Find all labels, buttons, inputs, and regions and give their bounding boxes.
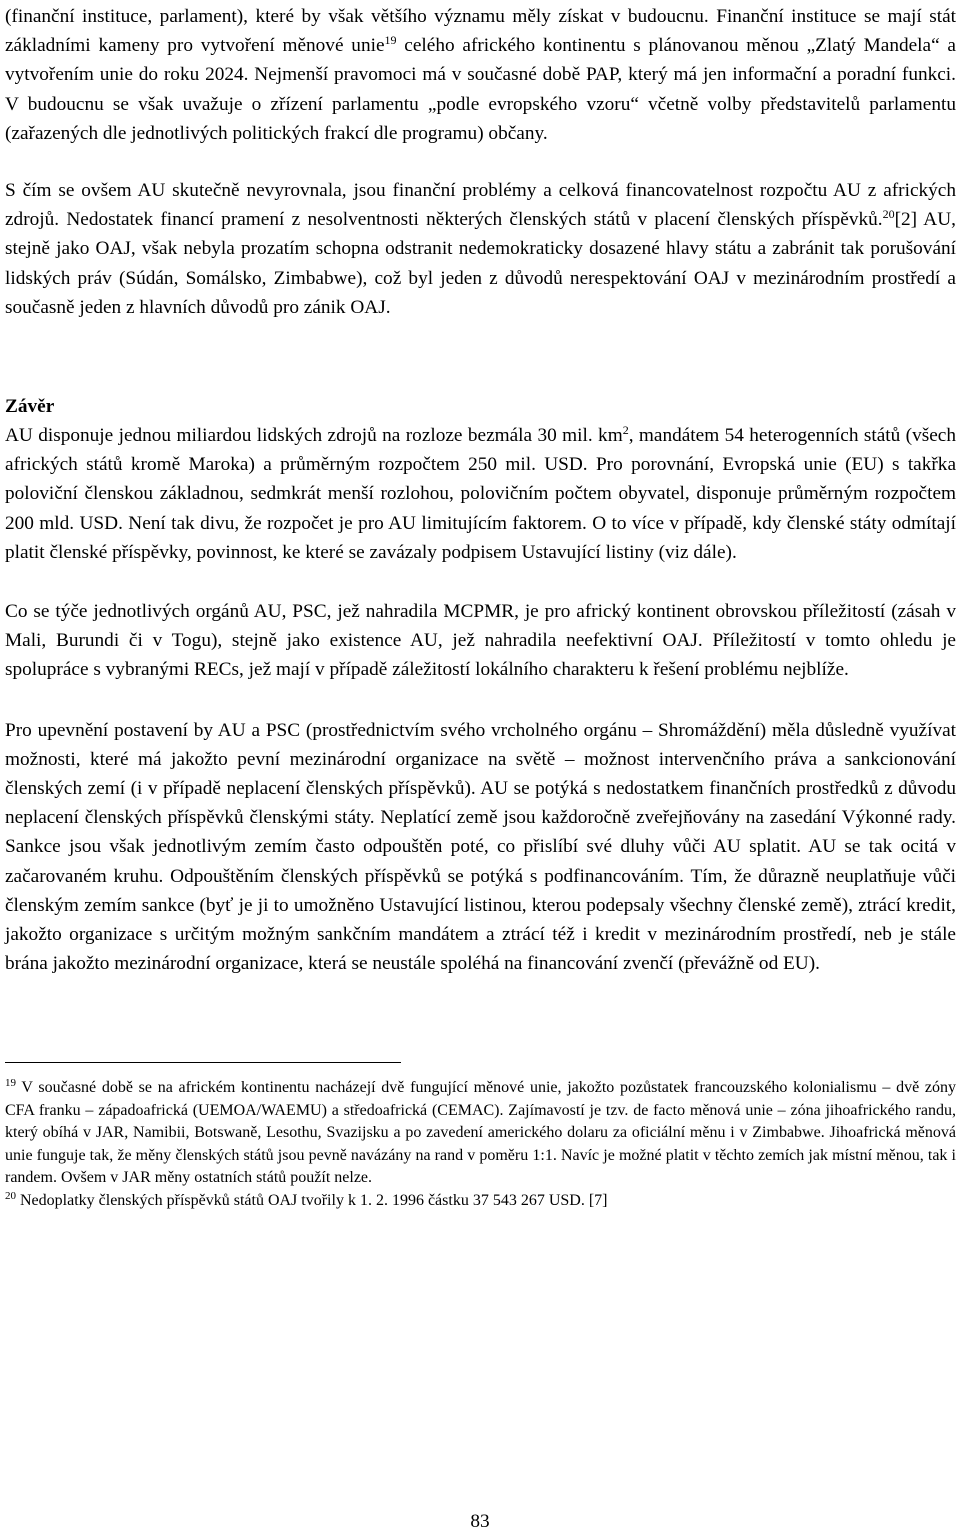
paragraph-institutions: [5, 2, 956, 148]
footnote-number: 19: [5, 1077, 16, 1090]
footnote-number: 20: [5, 1189, 16, 1202]
paragraph-text: [2] AU, stejně jako OAJ, však nebyla prozatím schopna odstranit nedemokraticky dosazené hlavy státu a zabránit tak porušování lidských práv (Súdán, Somálsko, Zimbabwe), což byl jeden z důvodů nerespektování OAJ v mezinárodním prostředí a současně jeden z hlavních důvodů pro zánik OAJ.: [5, 209, 956, 318]
paragraph-conclusion-budget: [5, 421, 956, 567]
footnote-ref-20[interactable]: 20: [882, 207, 895, 222]
footnote-text: V současné době se na africkém kontinentu nacházejí dvě fungující měnové unie, jakožto pozůstatek francouzského kolonialismu – dvě zóny CFA franku – západoafrická (UEMOA/WAEMU) a středoafrická (CEMAC). Zajímavostí je tzv. de facto měnová unie – zóna jihoafrického randu, který obíhá v JAR, Namibii, Botswaně, Lesothu, Svazijsku a po zavedení amerického dolaru za oficiální měnu i v Zimbabwe. Jihoafrická měnová unie funguje tak, že měny členských států jsou pevně navázány na rand v poměru 1:1. Navíc je možné platit v těchto zemích jak místní měnou, tak i randem. Ovšem v JAR měny ostatních států použít nelze.: [5, 1079, 956, 1187]
paragraph-text: , mandátem 54 heterogenních států (všech afrických států kromě Maroka) a průměrným rozpočtem 250 mil. USD. Pro porovnání, Evropská unie (EU) s takřka poloviční členskou základnou, sedmkrát menší rozlohou, polovičním počtem obyvatel, disponuje průměrným rozpočtem 200 mld. USD. Není tak divu, že rozpočet je pro AU limitujícím faktorem. O to více v případě, kdy členské státy odmítají platit členské příspěvky, povinnost, ke které se zavázaly podpisem Ustavující listiny (viz dále).: [5, 425, 956, 563]
paragraph-organs: Co se týče jednotlivých orgánů AU, PSC, jež nahradila MCPMR, je pro africký kontinent obrovskou příležitostí (zásah v Mali, Burundi či v Togu), stejně jako existence AU, jež nahradila neefektivní OAJ. Příležitostí v tomto ohledu je spolupráce s vybranými RECs, jež mají v případě záležitostí lokálního charakteru k řešení problému nejblíže.: [5, 601, 956, 681]
footnote-19: [5, 1077, 956, 1190]
page-number: 83: [470, 1511, 490, 1532]
footnote-separator: [5, 1062, 401, 1063]
document-page: [5, 0, 956, 1212]
paragraph-text: S čím se ovšem AU skutečně nevyrovnala, jsou finanční problémy a celková financovatelnost rozpočtu AU z afrických zdrojů. Nedostatek financí pramení z nesolventnosti některých členských států v placení členských příspěvků.: [5, 180, 956, 231]
section-heading-conclusion: Závěr: [5, 396, 55, 418]
paragraph-finance: [5, 176, 956, 322]
paragraph-sanctions: Pro upevnění postavení by AU a PSC (prostřednictvím svého vrcholného orgánu – Shromáždění) měla důsledně využívat možnosti, které má jakožto pevní mezinárodní organizace na světě – možnost intervenčního práva a sankcionování členských zemí (i v případě neplacení členských příspěvků). AU se potýká s nedostatkem finančních prostředků z důvodu neplacení členských příspěvků členskými státy. Neplatící země jsou každoročně zveřejňovány na zasedání Výkonné rady. Sankce jsou však jednotlivým zemím často odpouštěn poté, co přislíbí své dluhy vůči AU splatit. AU se tak ocitá v začarovaném kruhu. Odpouštěním členských příspěvků se potýká s podfinancováním. Tím, že důrazně neuplatňuje vůči členským zemím sankce (byť je ji to umožněno Ustavující listinou, kterou podepsaly všechny členské země), ztrácí kredit, jakožto organizace s určitým možným sankčním mandátem a ztrácí též i kredit v mezinárodním prostředí, neb je stále brána jakožto mezinárodní organizace, která se neustále spoléhá na financování zvenčí (převážně od EU).: [5, 719, 956, 975]
footnote-text: Nedoplatky členských příspěvků států OAJ tvořily k 1. 2. 1996 částku 37 543 267 USD. [7]: [16, 1191, 608, 1209]
paragraph-text: AU disponuje jednou miliardou lidských zdrojů na rozloze bezmála 30 mil. km: [5, 425, 623, 447]
footnote-ref-19[interactable]: 19: [384, 33, 397, 48]
footnote-20: [5, 1190, 956, 1213]
paragraph-text: celého afrického kontinentu s plánovanou měnou „Zlatý Mandela“ a vytvořením unie do roku 2024. Nejmenší pravomoci má v současné době PAP, který má jen informační a poradní funkci. V budoucnu se však uvažuje o zřízení parlamentu „podle evropského vzoru“ včetně volby představitelů parlamentu (zařazených dle jednotlivých politických frakcí dle programu) občany.: [5, 35, 956, 144]
superscript-squared: 2: [622, 423, 629, 438]
paragraph-text: (finanční instituce, parlament), které by však většího významu měly získat v budoucnu. Finanční instituce se mají stát základními kameny pro vytvoření měnové unie: [5, 6, 956, 57]
